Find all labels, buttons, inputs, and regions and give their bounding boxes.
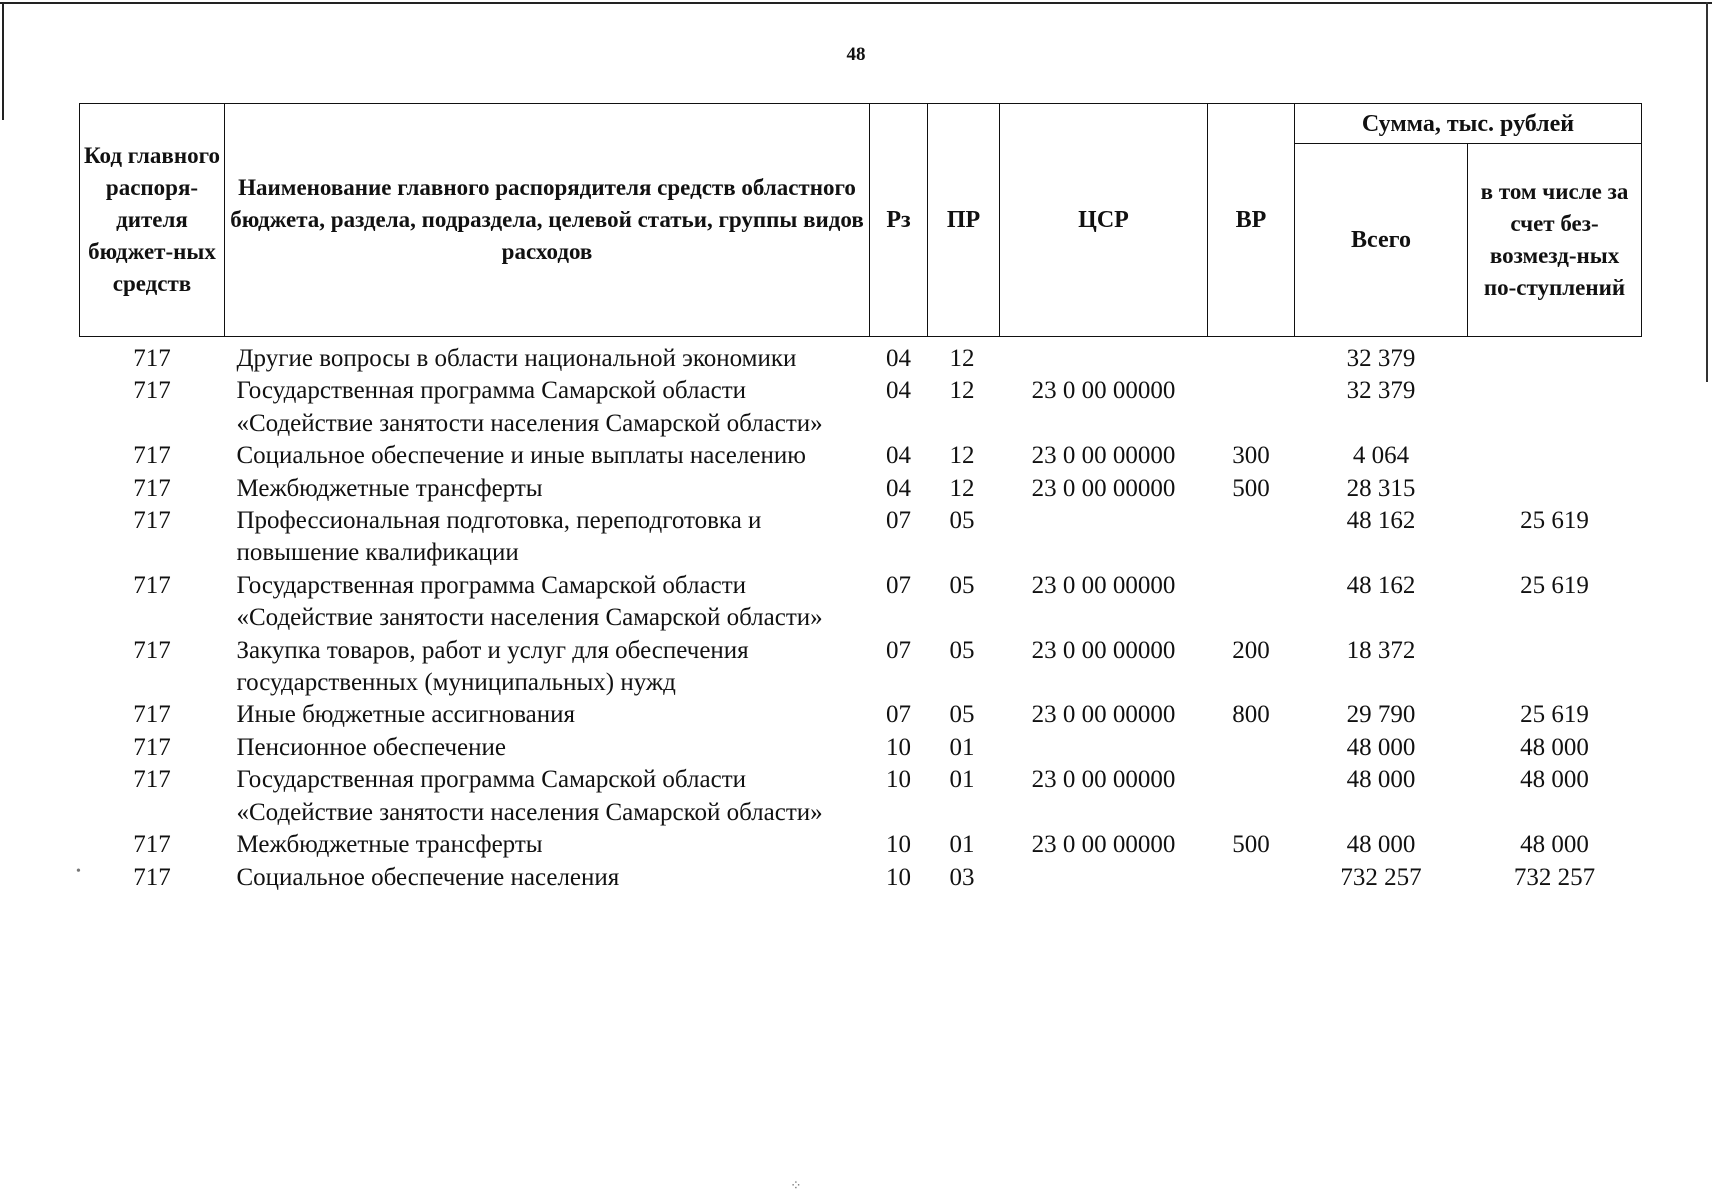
cell-free <box>1468 635 1642 700</box>
cell-csr: 23 0 00 00000 <box>1031 571 1176 599</box>
header-sum: Сумма, тыс. рублей <box>1295 104 1642 144</box>
cell-rz: 07 <box>886 636 911 664</box>
cell-pr: 01 <box>949 831 975 859</box>
table-body <box>80 337 1642 894</box>
cell-total: 48 162 <box>1346 571 1416 599</box>
cell-code: 717 <box>133 863 171 891</box>
cell-name: Социальное обеспечение и иные выплаты населению <box>236 442 806 470</box>
header-vr: ВР <box>1208 104 1295 337</box>
cell-rz: 04 <box>886 442 911 470</box>
cell-total: 48 000 <box>1346 766 1416 794</box>
cell-code: 717 <box>133 733 171 761</box>
cell-free: 48 000 <box>1520 831 1589 859</box>
cell-vr: 500 <box>1232 474 1270 502</box>
cell-csr <box>1000 862 1208 894</box>
cell-total: 48 000 <box>1346 733 1416 761</box>
cell-pr: 05 <box>949 507 975 535</box>
cell-csr: 23 0 00 00000 <box>1031 701 1176 729</box>
cell-name: Иные бюджетные ассигнования <box>236 701 576 729</box>
cell-rz: 04 <box>886 474 911 502</box>
cell-rz: 07 <box>886 701 911 729</box>
table-row <box>80 570 1642 635</box>
cell-free <box>1468 337 1642 376</box>
cell-name: Государственная программа Самарской области «Содействие занятости населения Самарской области» <box>236 377 823 437</box>
cell-free: 48 000 <box>1520 766 1589 794</box>
scan-artifact: ⁘ <box>790 1179 802 1194</box>
header-name: Наименование главного распорядителя средств областного бюджета, раздела, подраздела, целевой статьи, группы видов расходов <box>225 104 870 337</box>
cell-name: Закупка товаров, работ и услуг для обеспечения государственных (муниципальных) нужд <box>236 636 749 697</box>
cell-csr: 23 0 00 00000 <box>1031 831 1176 859</box>
scan-dot: • <box>76 864 81 879</box>
cell-rz: 07 <box>886 507 911 535</box>
cell-name: Государственная программа Самарской области «Содействие занятости населения Самарской области» <box>236 571 823 632</box>
cell-name: Профессиональная подготовка, переподготовка и повышение квалификации <box>236 507 762 567</box>
cell-rz: 04 <box>886 345 911 372</box>
cell-pr: 05 <box>949 701 975 729</box>
cell-free <box>1468 375 1642 440</box>
cell-csr: 23 0 00 00000 <box>1031 636 1176 664</box>
cell-pr: 05 <box>949 636 975 664</box>
cell-free: 25 619 <box>1520 507 1589 535</box>
cell-csr: 23 0 00 00000 <box>1031 474 1176 502</box>
page-frame-top <box>0 2 1712 4</box>
cell-csr <box>1000 505 1208 570</box>
cell-total: 28 315 <box>1346 474 1416 502</box>
cell-total: 48 162 <box>1346 507 1416 535</box>
table-row <box>80 635 1642 700</box>
table-row <box>80 375 1642 440</box>
cell-vr: 200 <box>1232 636 1270 664</box>
cell-pr: 01 <box>949 766 975 794</box>
cell-vr <box>1208 764 1295 829</box>
table-row <box>80 473 1642 505</box>
cell-code: 717 <box>133 507 171 535</box>
cell-name: Межбюджетные трансферты <box>236 831 543 859</box>
cell-pr: 05 <box>949 571 975 599</box>
cell-vr <box>1208 337 1295 376</box>
table-row <box>80 440 1642 472</box>
cell-vr: 300 <box>1232 442 1270 470</box>
cell-csr: 23 0 00 00000 <box>1031 442 1176 470</box>
header-rz: Рз <box>870 104 928 337</box>
cell-pr: 01 <box>949 733 975 761</box>
cell-code: 717 <box>133 571 171 599</box>
cell-rz: 07 <box>886 571 911 599</box>
cell-pr: 03 <box>949 863 975 891</box>
cell-name: Социальное обеспечение населения <box>236 863 620 891</box>
cell-name: Государственная программа Самарской области «Содействие занятости населения Самарской области» <box>236 766 823 826</box>
table-row <box>80 732 1642 764</box>
table-row <box>80 337 1642 376</box>
cell-vr <box>1208 375 1295 440</box>
cell-code: 717 <box>133 474 171 502</box>
cell-code: 717 <box>133 766 171 794</box>
cell-csr: 23 0 00 00000 <box>1031 377 1176 405</box>
cell-name: Другие вопросы в области национальной экономики <box>236 345 797 372</box>
cell-code: 717 <box>133 701 171 729</box>
cell-free: 48 000 <box>1520 733 1589 761</box>
cell-pr: 12 <box>949 474 975 502</box>
table-row <box>80 862 1642 894</box>
cell-total: 732 257 <box>1340 863 1422 891</box>
header-pr: ПР <box>928 104 1000 337</box>
cell-free: 25 619 <box>1520 701 1589 729</box>
cell-code: 717 <box>133 636 171 664</box>
cell-code: 717 <box>133 377 171 405</box>
cell-vr <box>1208 505 1295 570</box>
cell-vr: 800 <box>1232 701 1270 729</box>
cell-pr: 12 <box>949 442 975 470</box>
cell-total: 4 064 <box>1352 442 1410 470</box>
cell-free: 25 619 <box>1520 571 1589 599</box>
table-row <box>80 829 1642 861</box>
cell-csr <box>1000 732 1208 764</box>
header-code: Код главного распоря-дителя бюджет-ных средств <box>80 104 225 337</box>
cell-csr: 23 0 00 00000 <box>1031 766 1176 794</box>
cell-csr <box>1000 337 1208 376</box>
cell-name: Межбюджетные трансферты <box>236 474 543 502</box>
cell-vr <box>1208 732 1295 764</box>
cell-code: 717 <box>133 442 171 470</box>
cell-rz: 10 <box>886 831 911 859</box>
cell-rz: 10 <box>886 863 911 891</box>
cell-total: 32 379 <box>1346 345 1416 372</box>
budget-table <box>79 103 1642 894</box>
cell-total: 32 379 <box>1346 377 1416 405</box>
cell-pr: 12 <box>949 345 975 372</box>
cell-vr <box>1208 570 1295 635</box>
table-row <box>80 764 1642 829</box>
cell-free <box>1468 440 1642 472</box>
header-total: Всего <box>1295 144 1468 337</box>
table-row <box>80 505 1642 570</box>
cell-free <box>1468 473 1642 505</box>
cell-code: 717 <box>133 831 171 859</box>
cell-rz: 10 <box>886 733 911 761</box>
cell-rz: 04 <box>886 377 911 405</box>
header-free: в том числе за счет без-возмезд-ных по-ступлений <box>1468 144 1642 337</box>
cell-vr <box>1208 862 1295 894</box>
header-csr: ЦСР <box>1000 104 1208 337</box>
table-header <box>80 104 1642 337</box>
cell-total: 48 000 <box>1346 831 1416 859</box>
cell-free: 732 257 <box>1513 863 1596 891</box>
cell-pr: 12 <box>949 377 975 405</box>
cell-code: 717 <box>133 345 171 372</box>
cell-total: 18 372 <box>1346 636 1416 664</box>
page-number: 48 <box>846 44 866 65</box>
cell-total: 29 790 <box>1346 701 1416 729</box>
cell-name: Пенсионное обеспечение <box>236 733 506 761</box>
cell-vr: 500 <box>1232 831 1270 859</box>
cell-rz: 10 <box>886 766 911 794</box>
table-row <box>80 699 1642 731</box>
